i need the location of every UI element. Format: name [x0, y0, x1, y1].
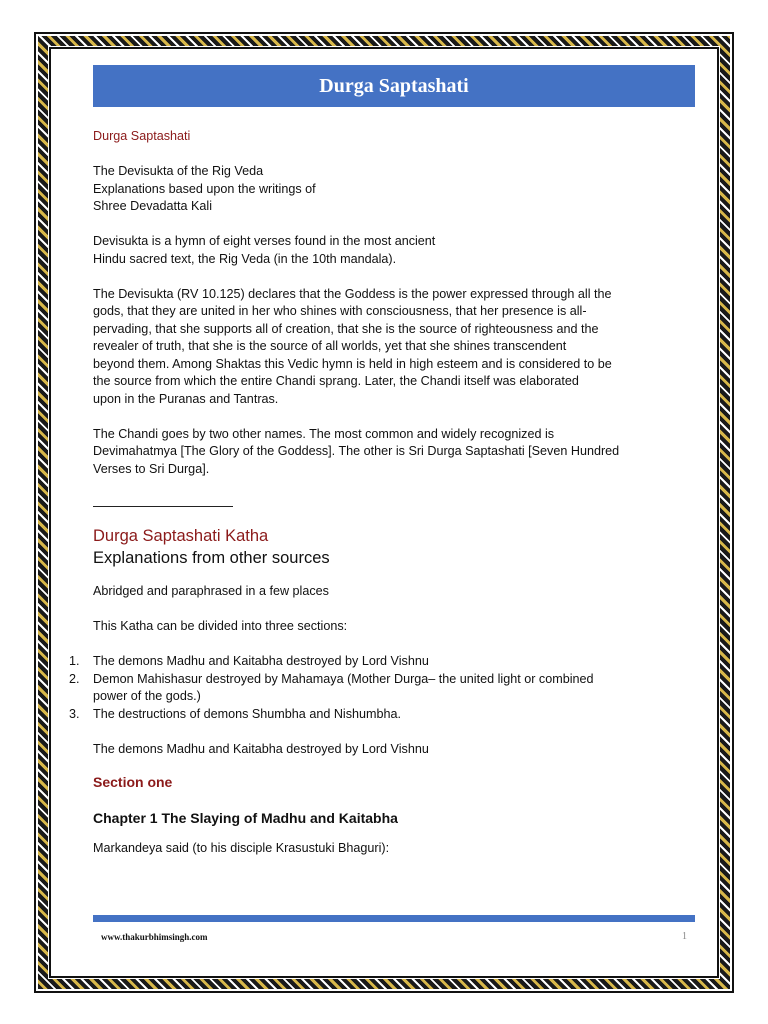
page-title: Durga Saptashati	[93, 65, 695, 107]
katha-heading: Durga Saptashati Katha	[93, 527, 269, 545]
paragraph-line: The Devisukta (RV 10.125) declares that the Goddess is the power expressed through all the	[93, 286, 612, 301]
paragraph-line: beyond them. Among Shaktas this Vedic hymn is held in high esteem and is considered to be	[93, 356, 612, 371]
katha-subheading: Explanations from other sources	[93, 549, 330, 567]
intro-line: The Devisukta of the Rig Veda	[93, 164, 264, 178]
list-text: The destructions of demons Shumbha and Nishumbha.	[93, 706, 402, 721]
list-item	[69, 671, 693, 706]
paragraph-line: Markandeya said (to his disciple Krasustuki Bhaguri):	[93, 841, 390, 855]
paragraph-line: This Katha can be divided into three sections:	[93, 619, 348, 633]
list-item	[69, 653, 693, 671]
paragraph-line: Hindu sacred text, the Rig Veda (in the 10th mandala).	[93, 251, 397, 266]
paragraph-line: The Chandi goes by two other names. The most common and widely recognized is	[93, 426, 555, 441]
paragraph-line: the source from which the entire Chandi sprang. Later, the Chandi itself was elaborated	[93, 374, 579, 388]
footer-rule	[93, 915, 695, 922]
list-text: The demons Madhu and Kaitabha destroyed by Lord Vishnu	[93, 654, 429, 668]
footer-url: www.thakurbhimsingh.com	[101, 932, 208, 942]
sections-list	[69, 653, 693, 723]
intro-line: Explanations based upon the writings of	[93, 181, 316, 196]
list-text-cont: power of the gods.)	[93, 689, 201, 703]
chapter-heading: Chapter 1 The Slaying of Madhu and Kaitabha	[93, 810, 398, 826]
intro-subtitle: Durga Saptashati	[93, 129, 191, 143]
paragraph-line: upon in the Puranas and Tantras.	[93, 391, 279, 406]
paragraph-line: gods, that they are united in her who shines with consciousness, that her presence is all-	[93, 304, 587, 318]
list-text: Demon Mahishasur destroyed by Mahamaya (Mother Durga– the united light or combined	[93, 671, 594, 686]
paragraph-line: pervading, that she supports all of creation, that she is the source of righteousness and the	[93, 321, 599, 336]
page-number: 1	[682, 931, 687, 942]
section-divider	[93, 506, 233, 507]
paragraph-line: Devimahatmya [The Glory of the Goddess]. The other is Sri Durga Saptashati [Seven Hundred	[93, 444, 620, 458]
paragraph-line: The demons Madhu and Kaitabha destroyed by Lord Vishnu	[93, 741, 429, 756]
paragraph-line: Devisukta is a hymn of eight verses found in the most ancient	[93, 234, 436, 248]
paragraph-line: revealer of truth, that she is the source of all worlds, yet that she shines transcendent	[93, 339, 567, 353]
paragraph-line: Verses to Sri Durga].	[93, 461, 210, 476]
list-number: 1.	[69, 654, 80, 668]
list-number: 3.	[69, 706, 80, 721]
list-number: 2.	[69, 671, 80, 686]
document-body	[69, 128, 693, 858]
list-item	[69, 706, 693, 724]
intro-line: Shree Devadatta Kali	[93, 199, 213, 213]
paragraph-line: Abridged and paraphrased in a few places	[93, 584, 329, 598]
section-heading: Section one	[93, 774, 173, 790]
